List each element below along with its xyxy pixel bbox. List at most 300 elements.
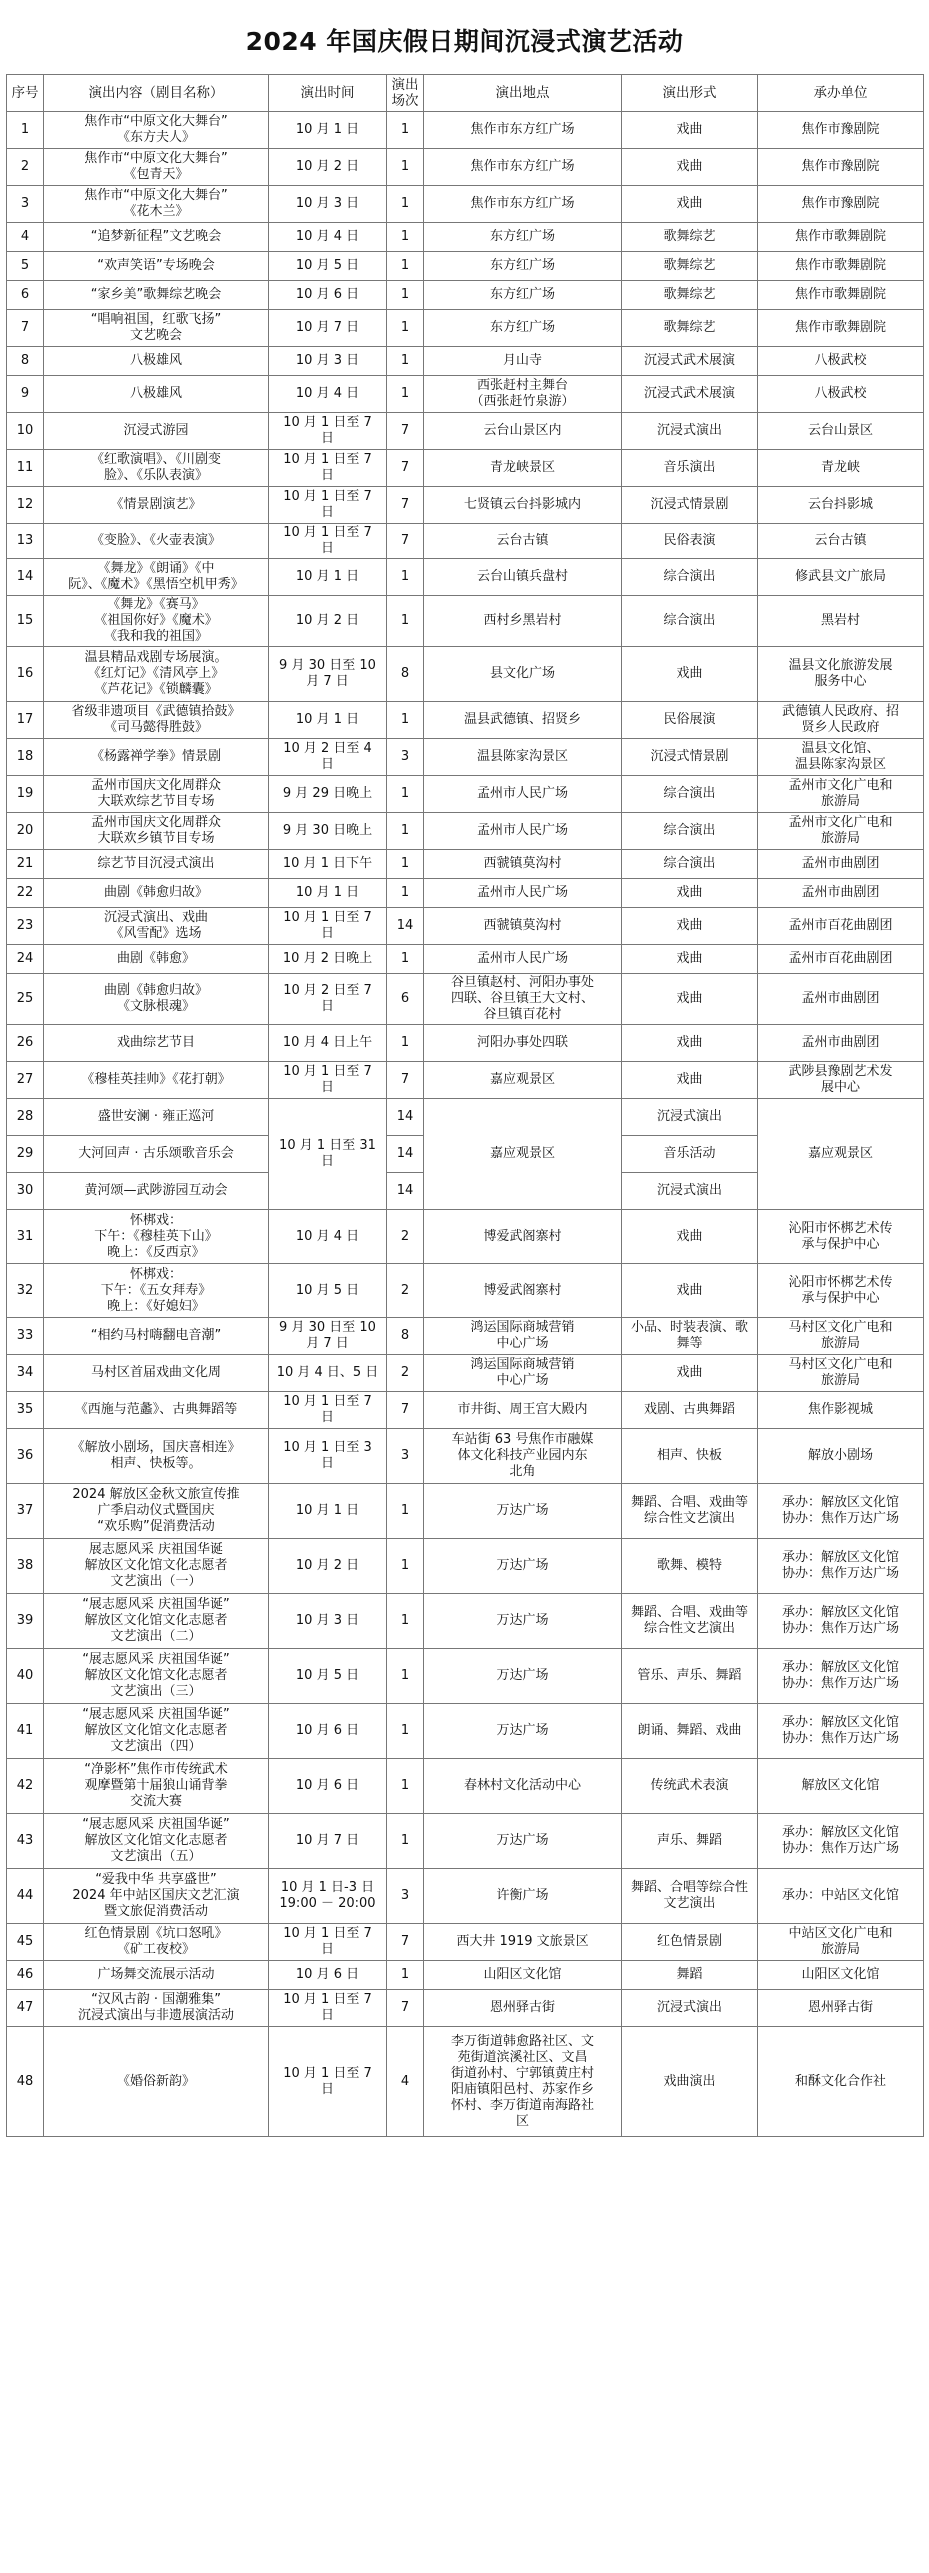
cell-count: 3	[387, 1429, 424, 1484]
table-row	[7, 310, 924, 347]
cell-form: 戏曲	[622, 908, 758, 945]
cell-time: 9 月 30 日晚上	[269, 813, 387, 850]
cell-time: 10 月 5 日	[269, 252, 387, 281]
cell-count: 8	[387, 1318, 424, 1355]
cell-content: 广场舞交流展示活动	[44, 1961, 269, 1990]
cell-venue: 云台山景区内	[424, 413, 622, 450]
table-row	[7, 1990, 924, 2027]
column-header: 演出 场次	[387, 75, 424, 112]
cell-count: 14	[387, 1136, 424, 1173]
cell-content: 《红歌演唱》、《川剧变 脸》、《乐队表演》	[44, 450, 269, 487]
cell-org: 焦作市歌舞剧院	[758, 252, 924, 281]
cell-venue: 七贤镇云台抖影城内	[424, 487, 622, 524]
cell-org: 青龙峡	[758, 450, 924, 487]
cell-count: 1	[387, 1814, 424, 1869]
cell-count: 1	[387, 559, 424, 596]
cell-form: 音乐活动	[622, 1136, 758, 1173]
cell-org: 马村区文化广电和 旅游局	[758, 1355, 924, 1392]
cell-time: 10 月 3 日	[269, 1594, 387, 1649]
cell-form: 戏曲	[622, 149, 758, 186]
cell-count: 1	[387, 1759, 424, 1814]
cell-org: 承办：解放区文化馆 协办：焦作万达广场	[758, 1814, 924, 1869]
cell-org: 马村区文化广电和 旅游局	[758, 1318, 924, 1355]
cell-content: 《婚俗新韵》	[44, 2027, 269, 2137]
cell-no: 25	[7, 974, 44, 1025]
cell-venue: 县文化广场	[424, 647, 622, 702]
cell-venue: 博爱武阁寨村	[424, 1264, 622, 1318]
table-header-row	[7, 75, 924, 112]
cell-form: 戏曲	[622, 647, 758, 702]
cell-no: 37	[7, 1484, 44, 1539]
cell-count: 1	[387, 347, 424, 376]
table-row	[7, 647, 924, 702]
cell-count: 1	[387, 702, 424, 739]
cell-count: 1	[387, 1704, 424, 1759]
cell-no: 3	[7, 186, 44, 223]
cell-org: 焦作市豫剧院	[758, 112, 924, 149]
cell-org: 山阳区文化馆	[758, 1961, 924, 1990]
cell-no: 12	[7, 487, 44, 524]
cell-time: 10 月 1 日	[269, 879, 387, 908]
cell-no: 16	[7, 647, 44, 702]
cell-venue: 西虢镇莫沟村	[424, 908, 622, 945]
cell-time: 10 月 4 日、5 日	[269, 1355, 387, 1392]
table-row	[7, 850, 924, 879]
cell-venue: 云台古镇	[424, 524, 622, 559]
cell-time: 10 月 1 日至 7 日	[269, 1392, 387, 1429]
table-row	[7, 1099, 924, 1136]
cell-form: 沉浸式情景剧	[622, 487, 758, 524]
cell-no: 48	[7, 2027, 44, 2137]
cell-content: 《情景剧演艺》	[44, 487, 269, 524]
cell-count: 1	[387, 252, 424, 281]
cell-form: 红色情景剧	[622, 1924, 758, 1961]
cell-form: 民俗展演	[622, 702, 758, 739]
table-row	[7, 702, 924, 739]
cell-form: 综合演出	[622, 850, 758, 879]
cell-venue: 河阳办事处四联	[424, 1025, 622, 1062]
cell-form: 戏曲	[622, 1062, 758, 1099]
table-row	[7, 223, 924, 252]
cell-org: 恩州驿古街	[758, 1990, 924, 2027]
table-row	[7, 252, 924, 281]
table-row	[7, 1392, 924, 1429]
cell-time: 9 月 30 日至 10 月 7 日	[269, 647, 387, 702]
cell-no: 5	[7, 252, 44, 281]
cell-count: 3	[387, 1869, 424, 1924]
cell-time: 10 月 1 日至 7 日	[269, 2027, 387, 2137]
cell-no: 8	[7, 347, 44, 376]
cell-time: 10 月 4 日上午	[269, 1025, 387, 1062]
cell-org: 承办：解放区文化馆 协办：焦作万达广场	[758, 1594, 924, 1649]
table-row	[7, 559, 924, 596]
cell-venue: 李万街道韩愈路社区、文 苑街道滨溪社区、文昌 街道孙村、宁郭镇黄庄村 阳庙镇阳邑村、苏家作乡 怀村、李万街道南海路社 区	[424, 2027, 622, 2137]
cell-form: 沉浸式演出	[622, 413, 758, 450]
cell-time: 10 月 6 日	[269, 281, 387, 310]
cell-venue: 孟州市人民广场	[424, 813, 622, 850]
events-table	[6, 74, 924, 2137]
cell-org: 和酥文化合作社	[758, 2027, 924, 2137]
cell-content: 怀梆戏： 下午：《五女拜寿》 晚上：《好媳妇》	[44, 1264, 269, 1318]
cell-count: 1	[387, 310, 424, 347]
cell-content: 《西施与范蠡》、古典舞蹈等	[44, 1392, 269, 1429]
cell-count: 7	[387, 1924, 424, 1961]
cell-count: 1	[387, 281, 424, 310]
column-header: 演出内容（剧目名称）	[44, 75, 269, 112]
cell-no: 1	[7, 112, 44, 149]
cell-no: 22	[7, 879, 44, 908]
cell-no: 7	[7, 310, 44, 347]
cell-org: 孟州市文化广电和 旅游局	[758, 776, 924, 813]
cell-org: 孟州市百花曲剧团	[758, 945, 924, 974]
cell-venue: 温县陈家沟景区	[424, 739, 622, 776]
cell-form: 综合演出	[622, 776, 758, 813]
cell-venue: 万达广场	[424, 1649, 622, 1704]
cell-no: 4	[7, 223, 44, 252]
cell-content: “家乡美”歌舞综艺晚会	[44, 281, 269, 310]
cell-count: 2	[387, 1210, 424, 1264]
cell-no: 45	[7, 1924, 44, 1961]
cell-org: 修武县文广旅局	[758, 559, 924, 596]
cell-content: 孟州市国庆文化周群众 大联欢综艺节目专场	[44, 776, 269, 813]
table-row	[7, 1062, 924, 1099]
table-row	[7, 974, 924, 1025]
cell-time: 10 月 3 日	[269, 347, 387, 376]
cell-no: 43	[7, 1814, 44, 1869]
cell-venue: 青龙峡景区	[424, 450, 622, 487]
cell-venue: 孟州市人民广场	[424, 879, 622, 908]
cell-content: “展志愿风采 庆祖国华诞” 解放区文化馆文化志愿者 文艺演出（五）	[44, 1814, 269, 1869]
cell-venue: 温县武德镇、招贤乡	[424, 702, 622, 739]
cell-venue: 鸿运国际商城营销 中心广场	[424, 1318, 622, 1355]
cell-content: 省级非遗项目《武德镇拾鼓》 《司马懿得胜鼓》	[44, 702, 269, 739]
cell-content: “汉风古韵 · 国潮雅集” 沉浸式演出与非遗展演活动	[44, 1990, 269, 2027]
table-row	[7, 376, 924, 413]
cell-content: 八极雄风	[44, 376, 269, 413]
cell-content: 盛世安澜 · 雍正巡河	[44, 1099, 269, 1136]
cell-content: 马村区首届戏曲文化周	[44, 1355, 269, 1392]
cell-no: 33	[7, 1318, 44, 1355]
column-header: 演出形式	[622, 75, 758, 112]
cell-time: 10 月 2 日	[269, 1539, 387, 1594]
cell-org: 焦作市歌舞剧院	[758, 223, 924, 252]
cell-time: 10 月 3 日	[269, 186, 387, 223]
cell-form: 戏曲	[622, 112, 758, 149]
cell-content: 焦作市“中原文化大舞台” 《包青天》	[44, 149, 269, 186]
cell-content: 红色情景剧《坑口怒吼》 《矿工夜校》	[44, 1924, 269, 1961]
cell-time: 10 月 2 日至 4 日	[269, 739, 387, 776]
cell-venue: 车站街 63 号焦作市融媒 体文化科技产业园内东 北角	[424, 1429, 622, 1484]
cell-venue: 嘉应观景区	[424, 1062, 622, 1099]
cell-form: 舞蹈、合唱、戏曲等 综合性文艺演出	[622, 1594, 758, 1649]
cell-time: 9 月 29 日晚上	[269, 776, 387, 813]
cell-time: 10 月 7 日	[269, 1814, 387, 1869]
table-row	[7, 945, 924, 974]
cell-org: 焦作市豫剧院	[758, 186, 924, 223]
table-row	[7, 186, 924, 223]
cell-org: 焦作市歌舞剧院	[758, 310, 924, 347]
cell-count: 1	[387, 223, 424, 252]
cell-time: 10 月 1 日至 7 日	[269, 1924, 387, 1961]
table-row	[7, 879, 924, 908]
cell-no: 35	[7, 1392, 44, 1429]
cell-count: 7	[387, 1392, 424, 1429]
cell-venue: 云台山镇兵盘村	[424, 559, 622, 596]
cell-form: 相声、快板	[622, 1429, 758, 1484]
cell-count: 1	[387, 376, 424, 413]
cell-time: 10 月 1 日至 3 日	[269, 1429, 387, 1484]
table-row	[7, 487, 924, 524]
cell-no: 29	[7, 1136, 44, 1173]
cell-org: 沁阳市怀梆艺术传 承与保护中心	[758, 1264, 924, 1318]
cell-no: 34	[7, 1355, 44, 1392]
cell-org: 孟州市曲剧团	[758, 1025, 924, 1062]
cell-time: 10 月 5 日	[269, 1264, 387, 1318]
cell-time: 10 月 7 日	[269, 310, 387, 347]
cell-no: 42	[7, 1759, 44, 1814]
cell-venue: 万达广场	[424, 1484, 622, 1539]
cell-count: 1	[387, 850, 424, 879]
cell-no: 13	[7, 524, 44, 559]
cell-count: 1	[387, 1539, 424, 1594]
cell-venue: 东方红广场	[424, 252, 622, 281]
cell-org: 武陟县豫剧艺术发 展中心	[758, 1062, 924, 1099]
cell-time: 10 月 6 日	[269, 1961, 387, 1990]
cell-no: 17	[7, 702, 44, 739]
cell-no: 41	[7, 1704, 44, 1759]
cell-time: 10 月 1 日	[269, 112, 387, 149]
cell-form: 沉浸式情景剧	[622, 739, 758, 776]
cell-no: 31	[7, 1210, 44, 1264]
cell-no: 14	[7, 559, 44, 596]
cell-time: 10 月 5 日	[269, 1649, 387, 1704]
cell-form: 沉浸式武术展演	[622, 376, 758, 413]
cell-no: 23	[7, 908, 44, 945]
cell-time: 10 月 2 日至 7 日	[269, 974, 387, 1025]
cell-form: 综合演出	[622, 813, 758, 850]
cell-no: 38	[7, 1539, 44, 1594]
cell-org: 承办：解放区文化馆 协办：焦作万达广场	[758, 1649, 924, 1704]
cell-time: 10 月 6 日	[269, 1759, 387, 1814]
cell-form: 戏曲	[622, 879, 758, 908]
cell-count: 6	[387, 974, 424, 1025]
cell-venue: 春林村文化活动中心	[424, 1759, 622, 1814]
cell-content: 曲剧《韩愈归故》	[44, 879, 269, 908]
cell-content: 温县精品戏剧专场展演。 《红灯记》《清风亭上》 《芦花记》《锁麟囊》	[44, 647, 269, 702]
cell-org: 承办：中站区文化馆	[758, 1869, 924, 1924]
cell-venue: 月山寺	[424, 347, 622, 376]
table-row	[7, 1484, 924, 1539]
cell-count: 1	[387, 945, 424, 974]
cell-no: 20	[7, 813, 44, 850]
cell-form: 沉浸式演出	[622, 1099, 758, 1136]
cell-org: 承办：解放区文化馆 协办：焦作万达广场	[758, 1484, 924, 1539]
cell-time: 10 月 1 日	[269, 702, 387, 739]
cell-org: 孟州市曲剧团	[758, 974, 924, 1025]
cell-content: “净影杯”焦作市传统武术 观摩暨第十届狼山诵背拳 交流大赛	[44, 1759, 269, 1814]
column-header: 序号	[7, 75, 44, 112]
cell-count: 1	[387, 1961, 424, 1990]
cell-content: “展志愿风采 庆祖国华诞” 解放区文化馆文化志愿者 文艺演出（四）	[44, 1704, 269, 1759]
cell-no: 18	[7, 739, 44, 776]
table-row	[7, 281, 924, 310]
cell-content: 大河回声 · 古乐颂歌音乐会	[44, 1136, 269, 1173]
cell-no: 44	[7, 1869, 44, 1924]
cell-time: 10 月 1 日至 7 日	[269, 487, 387, 524]
cell-no: 11	[7, 450, 44, 487]
cell-content: 孟州市国庆文化周群众 大联欢乡镇节目专场	[44, 813, 269, 850]
cell-venue: 孟州市人民广场	[424, 776, 622, 813]
cell-org: 解放小剧场	[758, 1429, 924, 1484]
cell-content: 焦作市“中原文化大舞台” 《花木兰》	[44, 186, 269, 223]
cell-venue: 西大井 1919 文旅景区	[424, 1924, 622, 1961]
table-row	[7, 1594, 924, 1649]
cell-venue: 焦作市东方红广场	[424, 149, 622, 186]
cell-form: 沉浸式武术展演	[622, 347, 758, 376]
table-row	[7, 1210, 924, 1264]
cell-form: 民俗表演	[622, 524, 758, 559]
cell-venue: 市井街、周王宫大殿内	[424, 1392, 622, 1429]
cell-count: 1	[387, 1484, 424, 1539]
cell-form: 歌舞综艺	[622, 281, 758, 310]
cell-venue: 焦作市东方红广场	[424, 112, 622, 149]
cell-venue: 西虢镇莫沟村	[424, 850, 622, 879]
cell-venue: 许衡广场	[424, 1869, 622, 1924]
cell-no: 36	[7, 1429, 44, 1484]
cell-org: 沁阳市怀梆艺术传 承与保护中心	[758, 1210, 924, 1264]
cell-count: 14	[387, 908, 424, 945]
cell-time: 10 月 4 日	[269, 376, 387, 413]
table-row	[7, 1429, 924, 1484]
cell-org: 孟州市文化广电和 旅游局	[758, 813, 924, 850]
cell-count: 7	[387, 413, 424, 450]
cell-time: 10 月 1 日至 7 日	[269, 524, 387, 559]
cell-org: 云台抖影城	[758, 487, 924, 524]
cell-venue: 鸿运国际商城营销 中心广场	[424, 1355, 622, 1392]
table-row	[7, 1025, 924, 1062]
table-row	[7, 908, 924, 945]
cell-venue: 万达广场	[424, 1594, 622, 1649]
cell-no: 21	[7, 850, 44, 879]
cell-time: 10 月 2 日	[269, 596, 387, 647]
cell-venue: 东方红广场	[424, 310, 622, 347]
cell-count: 1	[387, 112, 424, 149]
cell-venue: 山阳区文化馆	[424, 1961, 622, 1990]
cell-form: 传统武术表演	[622, 1759, 758, 1814]
cell-org: 温县文化旅游发展 服务中心	[758, 647, 924, 702]
table-row	[7, 1924, 924, 1961]
cell-content: “爱我中华 共享盛世” 2024 年中站区国庆文艺汇演 暨文旅促消费活动	[44, 1869, 269, 1924]
table-row	[7, 1318, 924, 1355]
cell-no: 26	[7, 1025, 44, 1062]
cell-content: 《解放小剧场，国庆喜相连》 相声、快板等。	[44, 1429, 269, 1484]
cell-form: 戏曲	[622, 945, 758, 974]
cell-count: 2	[387, 1264, 424, 1318]
cell-content: 2024 解放区金秋文旅宣传推 广季启动仪式暨国庆 “欢乐购”促消费活动	[44, 1484, 269, 1539]
table-row	[7, 112, 924, 149]
cell-no: 10	[7, 413, 44, 450]
cell-count: 7	[387, 1062, 424, 1099]
cell-form: 综合演出	[622, 596, 758, 647]
cell-venue: 博爱武阁寨村	[424, 1210, 622, 1264]
cell-content: 展志愿风采 庆祖国华诞 解放区文化馆文化志愿者 文艺演出（一）	[44, 1539, 269, 1594]
cell-no: 6	[7, 281, 44, 310]
cell-count: 7	[387, 450, 424, 487]
cell-count: 3	[387, 739, 424, 776]
cell-org: 解放区文化馆	[758, 1759, 924, 1814]
cell-form: 沉浸式演出	[622, 1990, 758, 2027]
cell-org: 焦作市豫剧院	[758, 149, 924, 186]
cell-no: 9	[7, 376, 44, 413]
cell-count: 1	[387, 149, 424, 186]
cell-venue: 恩州驿古街	[424, 1990, 622, 2027]
page-title: 2024 年国庆假日期间沉浸式演艺活动	[245, 27, 684, 56]
cell-no: 24	[7, 945, 44, 974]
cell-content: “唱响祖国，红歌飞扬” 文艺晚会	[44, 310, 269, 347]
column-header: 承办单位	[758, 75, 924, 112]
cell-content: 综艺节目沉浸式演出	[44, 850, 269, 879]
table-row	[7, 450, 924, 487]
cell-no: 47	[7, 1990, 44, 2027]
cell-count: 7	[387, 524, 424, 559]
cell-count: 7	[387, 487, 424, 524]
cell-form: 舞蹈、合唱等综合性 文艺演出	[622, 1869, 758, 1924]
cell-count: 1	[387, 1025, 424, 1062]
cell-org: 承办：解放区文化馆 协办：焦作万达广场	[758, 1539, 924, 1594]
cell-org: 温县文化馆、 温县陈家沟景区	[758, 739, 924, 776]
cell-venue: 万达广场	[424, 1704, 622, 1759]
cell-venue: 东方红广场	[424, 223, 622, 252]
cell-time: 10 月 1 日至 31 日	[269, 1099, 387, 1210]
cell-content: 焦作市“中原文化大舞台” 《东方夫人》	[44, 112, 269, 149]
cell-content: 曲剧《韩愈归故》 《文脉根魂》	[44, 974, 269, 1025]
table-row	[7, 149, 924, 186]
cell-time: 10 月 1 日	[269, 1484, 387, 1539]
table-row	[7, 1264, 924, 1318]
cell-form: 管乐、声乐、舞蹈	[622, 1649, 758, 1704]
column-header: 演出时间	[269, 75, 387, 112]
cell-venue: 焦作市东方红广场	[424, 186, 622, 223]
cell-time: 10 月 1 日至 7 日	[269, 413, 387, 450]
cell-content: 八极雄风	[44, 347, 269, 376]
cell-org: 孟州市曲剧团	[758, 879, 924, 908]
cell-form: 歌舞综艺	[622, 252, 758, 281]
table-row	[7, 1814, 924, 1869]
cell-venue: 西张赶村主舞台 （西张赶竹泉游）	[424, 376, 622, 413]
cell-time: 10 月 1 日	[269, 559, 387, 596]
cell-content: 《舞龙》《赛马》 《祖国你好》《魔术》 《我和我的祖国》	[44, 596, 269, 647]
cell-time: 10 月 6 日	[269, 1704, 387, 1759]
cell-form: 朗诵、舞蹈、戏曲	[622, 1704, 758, 1759]
table-row	[7, 524, 924, 559]
cell-content: 沉浸式游园	[44, 413, 269, 450]
cell-no: 15	[7, 596, 44, 647]
table-row	[7, 739, 924, 776]
cell-org: 八极武校	[758, 347, 924, 376]
cell-org: 武德镇人民政府、招 贤乡人民政府	[758, 702, 924, 739]
cell-content: “相约马村嗨翻电音潮”	[44, 1318, 269, 1355]
cell-form: 戏曲	[622, 1025, 758, 1062]
cell-org: 云台古镇	[758, 524, 924, 559]
cell-content: 戏曲综艺节目	[44, 1025, 269, 1062]
cell-form: 歌舞综艺	[622, 310, 758, 347]
cell-no: 46	[7, 1961, 44, 1990]
cell-no: 39	[7, 1594, 44, 1649]
cell-no: 32	[7, 1264, 44, 1318]
cell-count: 1	[387, 776, 424, 813]
cell-time: 10 月 2 日	[269, 149, 387, 186]
cell-count: 2	[387, 1355, 424, 1392]
